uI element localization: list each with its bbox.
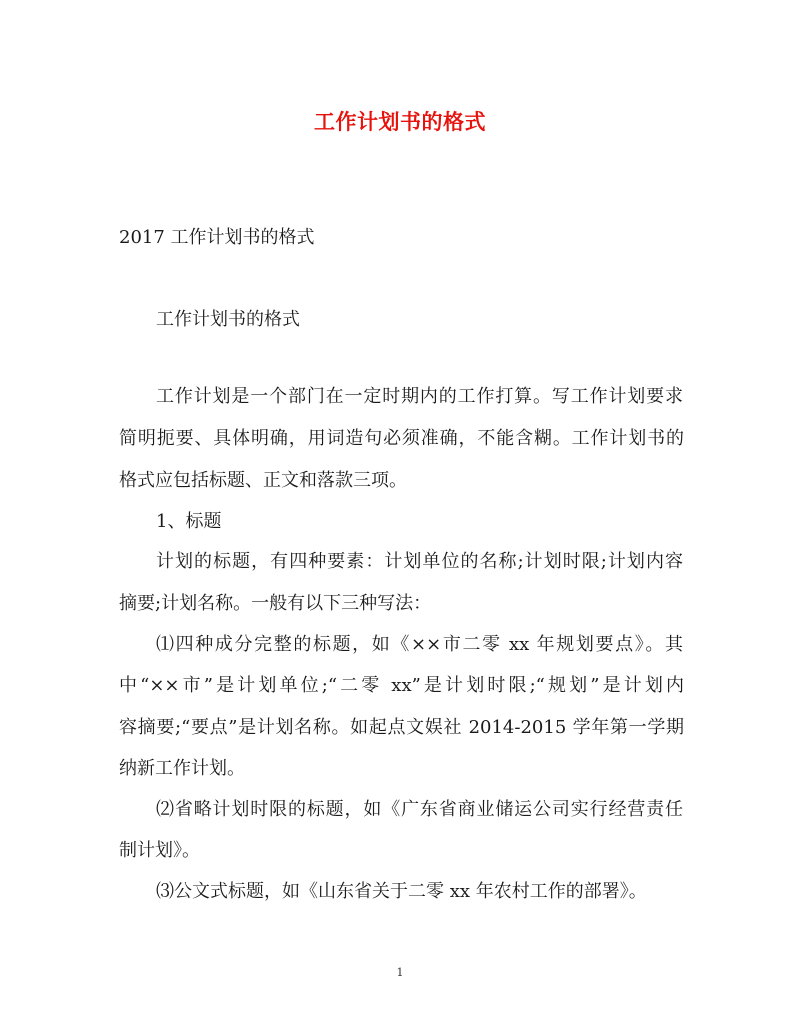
- list-item-line: ⑶公文式标题，如《山东省关于二零 xx 年农村工作的部署》。: [156, 881, 647, 902]
- numbered-heading: 1、标题: [156, 511, 222, 532]
- list-item-line: 制计划》。: [119, 840, 200, 861]
- document-subtitle: 2017 工作计划书的格式: [119, 227, 315, 248]
- page-number: 1: [396, 966, 404, 979]
- paragraph-line: 计划的标题，有四种要素：计划单位的名称;计划时限;计划内容: [156, 551, 683, 572]
- list-item-line: ⑴四种成分完整的标题，如《××市二零 xx 年规划要点》。其: [156, 634, 683, 655]
- paragraph-line: 工作计划是一个部门在一定时期内的工作打算。写工作计划要求: [156, 386, 683, 407]
- list-item-line: ⑵省略计划时限的标题，如《广东省商业储运公司实行经营责任: [156, 799, 683, 820]
- document-title: 工作计划书的格式: [314, 109, 486, 134]
- list-item-line: 中“××市”是计划单位;“二零 xx”是计划时限;“规划”是计划内: [119, 675, 684, 696]
- list-item-line: 容摘要;“要点”是计划名称。如起点文娱社 2014-2015 学年第一学期: [119, 717, 684, 738]
- paragraph-line: 格式应包括标题、正文和落款三项。: [119, 470, 407, 491]
- list-item-line: 纳新工作计划。: [119, 758, 245, 779]
- section-heading: 工作计划书的格式: [156, 309, 300, 330]
- paragraph-line: 摘要;计划名称。一般有以下三种写法：: [119, 593, 432, 614]
- paragraph-line: 简明扼要、具体明确，用词造句必须准确，不能含糊。工作计划书的: [119, 428, 684, 449]
